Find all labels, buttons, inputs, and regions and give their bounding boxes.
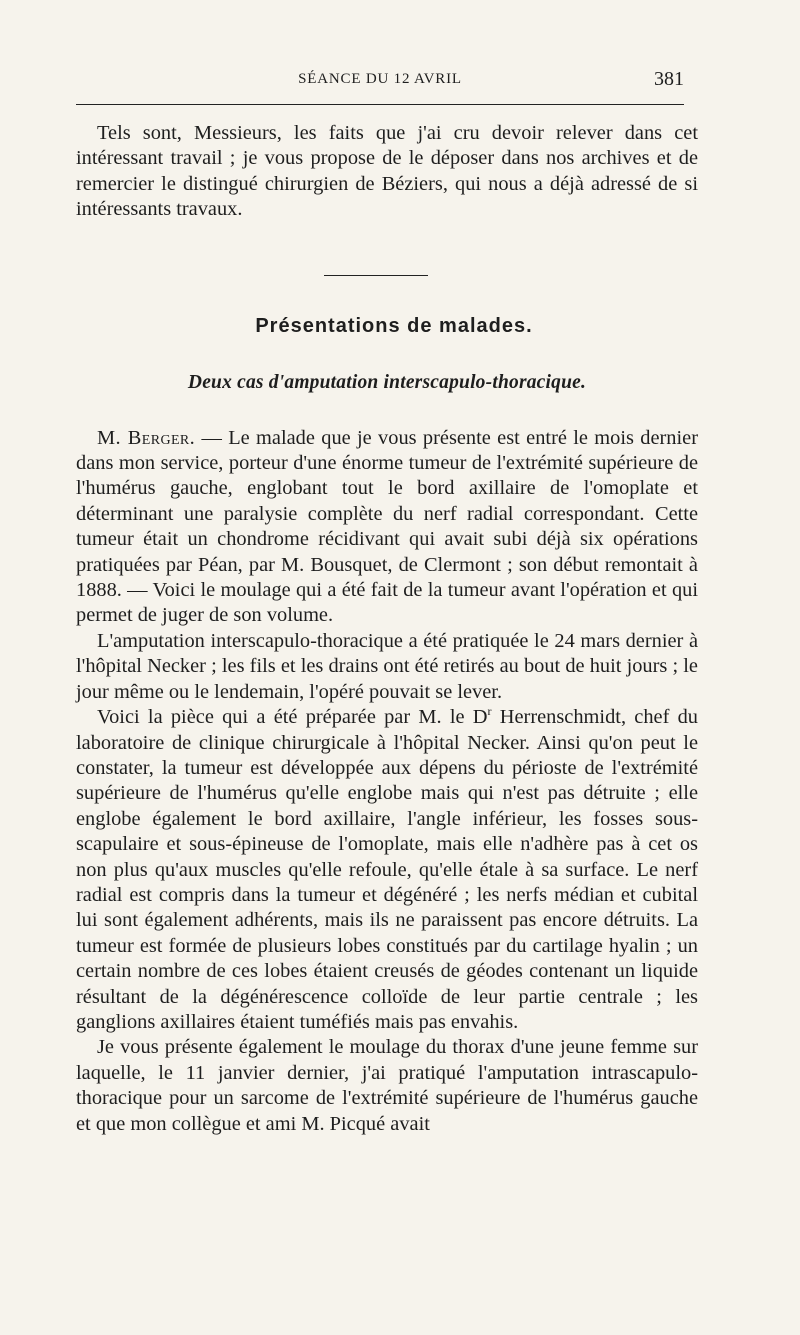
page-content xyxy=(76,121,698,1137)
running-head xyxy=(76,66,684,92)
section-divider xyxy=(324,275,428,276)
berger-paragraph-2: L'amputation interscapulo-thoracique a été pratiquée le 24 mars dernier à l'hôpital Necker ; les fils et les drains ont été retirés au bout de huit jours ; le jour même ou le lendemain, l'opéré pouvait se lever. xyxy=(76,629,698,703)
speaker-name: M. Berger. xyxy=(97,426,196,449)
berger-paragraph-3 xyxy=(76,705,698,1035)
running-title: SÉANCE DU 12 AVRIL xyxy=(298,71,462,87)
paragraph-3-body: Herrenschmidt, chef du laboratoire de clinique chirurgicale à l'hôpital Necker. Ainsi qu'on peut le constater, la tumeur est développée aux dépens du périoste de l'extrémité supérieure de l'humérus qu'elle englobe mais qui n'est pas détruite ; elle englobe également le bord axillaire, l'angle inférieur, les fosses sous-scapulaire et sous-épineuse de l'omoplate, mais elle n'adhère pas à cet os non plus qu'aux muscles qu'elle refoule, qu'elle étale à sa surface. Le nerf radial est compris dans la tumeur et dégénéré ; les nerfs médian et cubital lui sont également adhérents, mais ils ne paraissent pas encore détruits. La tumeur est formée de plusieurs lobes constitués par du cartilage hyalin ; un certain nombre de ces lobes étaient creusés de géodes contenant un liquide résultant de la dégénérescence colloïde de leur partie centrale ; les ganglions axillaires étaient tuméfiés mais pas envahis. xyxy=(76,706,698,1033)
page-number: 381 xyxy=(654,68,684,90)
berger-paragraph-1-text: — Le malade que je vous présente est entré le mois dernier dans mon service, porteur d'une énorme tumeur de l'extrémité supérieure de l'humérus gauche, englobant tout le bord axillaire de l'omoplate et déterminant une paralysie complète du nerf radial correspondant. Cette tumeur était un chondrome récidivant qui avait subi déjà six opérations pratiquées par Péan, par M. Bousquet, de Clermont ; son début remontait à 1888. — Voici le moulage qui a été fait de la tumeur avant l'opération et qui permet de juger de son volume. xyxy=(76,426,699,627)
berger-paragraph-4: Je vous présente également le moulage du thorax d'une jeune femme sur laquelle, le 11 janvier dernier, j'ai pratiqué l'amputation intrascapulo-thoracique pour un sarcome de l'extrémité supérieure de l'humérus gauche et que mon collègue et ami M. Picqué avait xyxy=(76,1036,698,1135)
berger-paragraph-1 xyxy=(76,426,698,629)
section-title: Présentations de malades. xyxy=(255,314,533,337)
paragraph-3-opening: Voici la pièce qui a été préparée par M. le D xyxy=(97,706,488,729)
header-rule xyxy=(76,104,684,105)
section-subtitle: Deux cas d'amputation interscapulo-thoracique. xyxy=(187,371,587,393)
intro-paragraph: Tels sont, Messieurs, les faits que j'ai cru devoir relever dans cet intéressant travail ; je vous propose de le déposer dans nos archives et de remercier le distingué chirurgien de Béziers, qui nous a déjà adressé de si intéressants travaux. xyxy=(76,122,698,221)
doctor-abbreviation-superscript: r xyxy=(487,704,492,719)
